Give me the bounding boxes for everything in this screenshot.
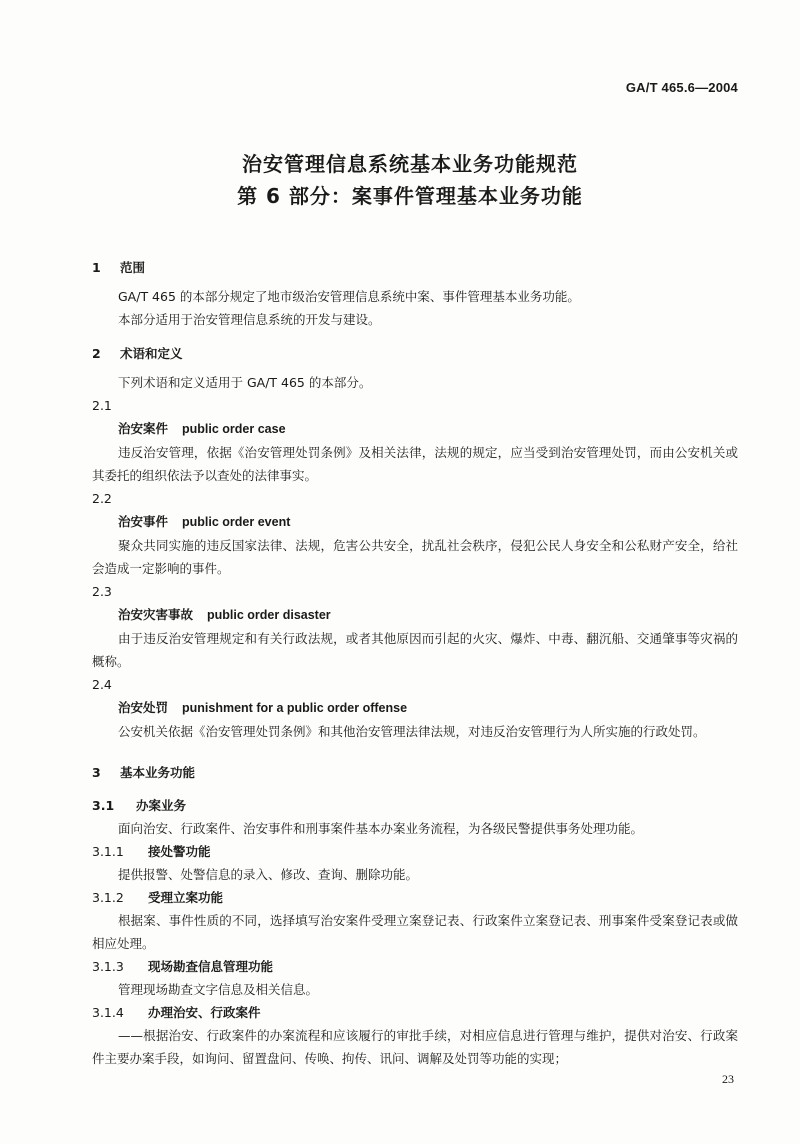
term-zh: 治安处罚 (118, 700, 169, 715)
subsubsection-title: 办理治安、行政案件 (148, 1005, 261, 1020)
subsubsection-title: 现场勘查信息管理功能 (148, 959, 274, 974)
paragraph: 根据案、事件性质的不同，选择填写治安案件受理立案登记表、行政案件立案登记表、刑事案件受案登记表或做相应处理。 (92, 913, 738, 951)
title-line-2: 第 6 部分：案事件管理基本业务功能 (237, 184, 583, 208)
clause-number: 2.2 (92, 491, 112, 506)
subsubsection-title: 接处警功能 (148, 844, 211, 859)
page-number: 23 (722, 1072, 734, 1086)
paragraph: GA/T 465 的本部分规定了地市级治安管理信息系统中案、事件管理基本业务功能。 (118, 289, 580, 304)
subsubsection-number: 3.1.2 (92, 890, 124, 905)
standard-number: GA/T 465.6—2004 (625, 80, 738, 95)
subsubsection-heading (92, 886, 738, 909)
clause-number: 2.4 (92, 677, 112, 692)
paragraph: 下列术语和定义适用于 GA/T 465 的本部分。 (118, 375, 372, 390)
term-entry (92, 603, 738, 627)
term-en: public order case (182, 422, 286, 436)
subsection-heading (92, 794, 738, 817)
section-1-heading (92, 256, 738, 279)
paragraph: 面向治安、行政案件、治安事件和刑事案件基本办案业务流程，为各级民警提供事务处理功能。 (118, 821, 644, 836)
paragraph: 本部分适用于治安管理信息系统的开发与建设。 (118, 312, 381, 327)
term-zh: 治安案件 (118, 421, 169, 436)
subsection-number: 3.1 (92, 798, 115, 813)
subsubsection-number: 3.1.4 (92, 1005, 124, 1020)
section-number: 2 (92, 346, 101, 361)
section-title: 范围 (120, 260, 146, 275)
section-number: 3 (92, 765, 101, 780)
term-entry (92, 696, 738, 720)
term-definition: 公安机关依据《治安管理处罚条例》和其他治安管理法律法规，对违反治安管理行为人所实施的行政处罚。 (118, 724, 706, 739)
term-zh: 治安事件 (118, 514, 169, 529)
term-definition: 由于违反治安管理规定和有关行政法规，或者其他原因而引起的火灾、爆炸、中毒、翻沉船、交通肇事等灾祸的概称。 (92, 631, 738, 669)
clause-number: 2.1 (92, 398, 112, 413)
clause-number: 2.3 (92, 584, 112, 599)
subsection-title: 办案业务 (136, 798, 187, 813)
subsubsection-number: 3.1.3 (92, 959, 124, 974)
section-2-heading (92, 342, 738, 365)
document-body (92, 256, 738, 1070)
term-entry (92, 417, 738, 441)
subsubsection-heading (92, 955, 738, 978)
term-definition: 聚众共同实施的违反国家法律、法规，危害公共安全，扰乱社会秩序，侵犯公民人身安全和公私财产安全，给社会造成一定影响的事件。 (92, 538, 738, 576)
section-3-heading (92, 761, 738, 784)
term-en: public order event (182, 515, 291, 529)
document-title (0, 148, 800, 212)
paragraph: 提供报警、处警信息的录入、修改、查询、删除功能。 (118, 867, 419, 882)
subsubsection-heading (92, 1001, 738, 1024)
list-item: ——根据治安、行政案件的办案流程和应该履行的审批手续，对相应信息进行管理与维护，提供对治安、行政案件主要办案手段，如询问、留置盘问、传唤、拘传、讯问、调解及处罚等功能的实现； (92, 1028, 738, 1066)
section-title: 术语和定义 (120, 346, 183, 361)
term-entry (92, 510, 738, 534)
term-zh: 治安灾害事故 (118, 607, 194, 622)
paragraph: 管理现场勘查文字信息及相关信息。 (118, 982, 319, 997)
subsubsection-heading (92, 840, 738, 863)
subsubsection-number: 3.1.1 (92, 844, 124, 859)
section-number: 1 (92, 260, 101, 275)
title-line-1: 治安管理信息系统基本业务功能规范 (242, 152, 578, 176)
term-definition: 违反治安管理，依据《治安管理处罚条例》及相关法律，法规的规定，应当受到治安管理处罚，而由公安机关或其委托的组织依法予以查处的法律事实。 (92, 445, 738, 483)
term-en: public order disaster (207, 608, 331, 622)
term-en: punishment for a public order offense (182, 701, 408, 715)
section-title: 基本业务功能 (120, 765, 196, 780)
subsubsection-title: 受理立案功能 (148, 890, 224, 905)
